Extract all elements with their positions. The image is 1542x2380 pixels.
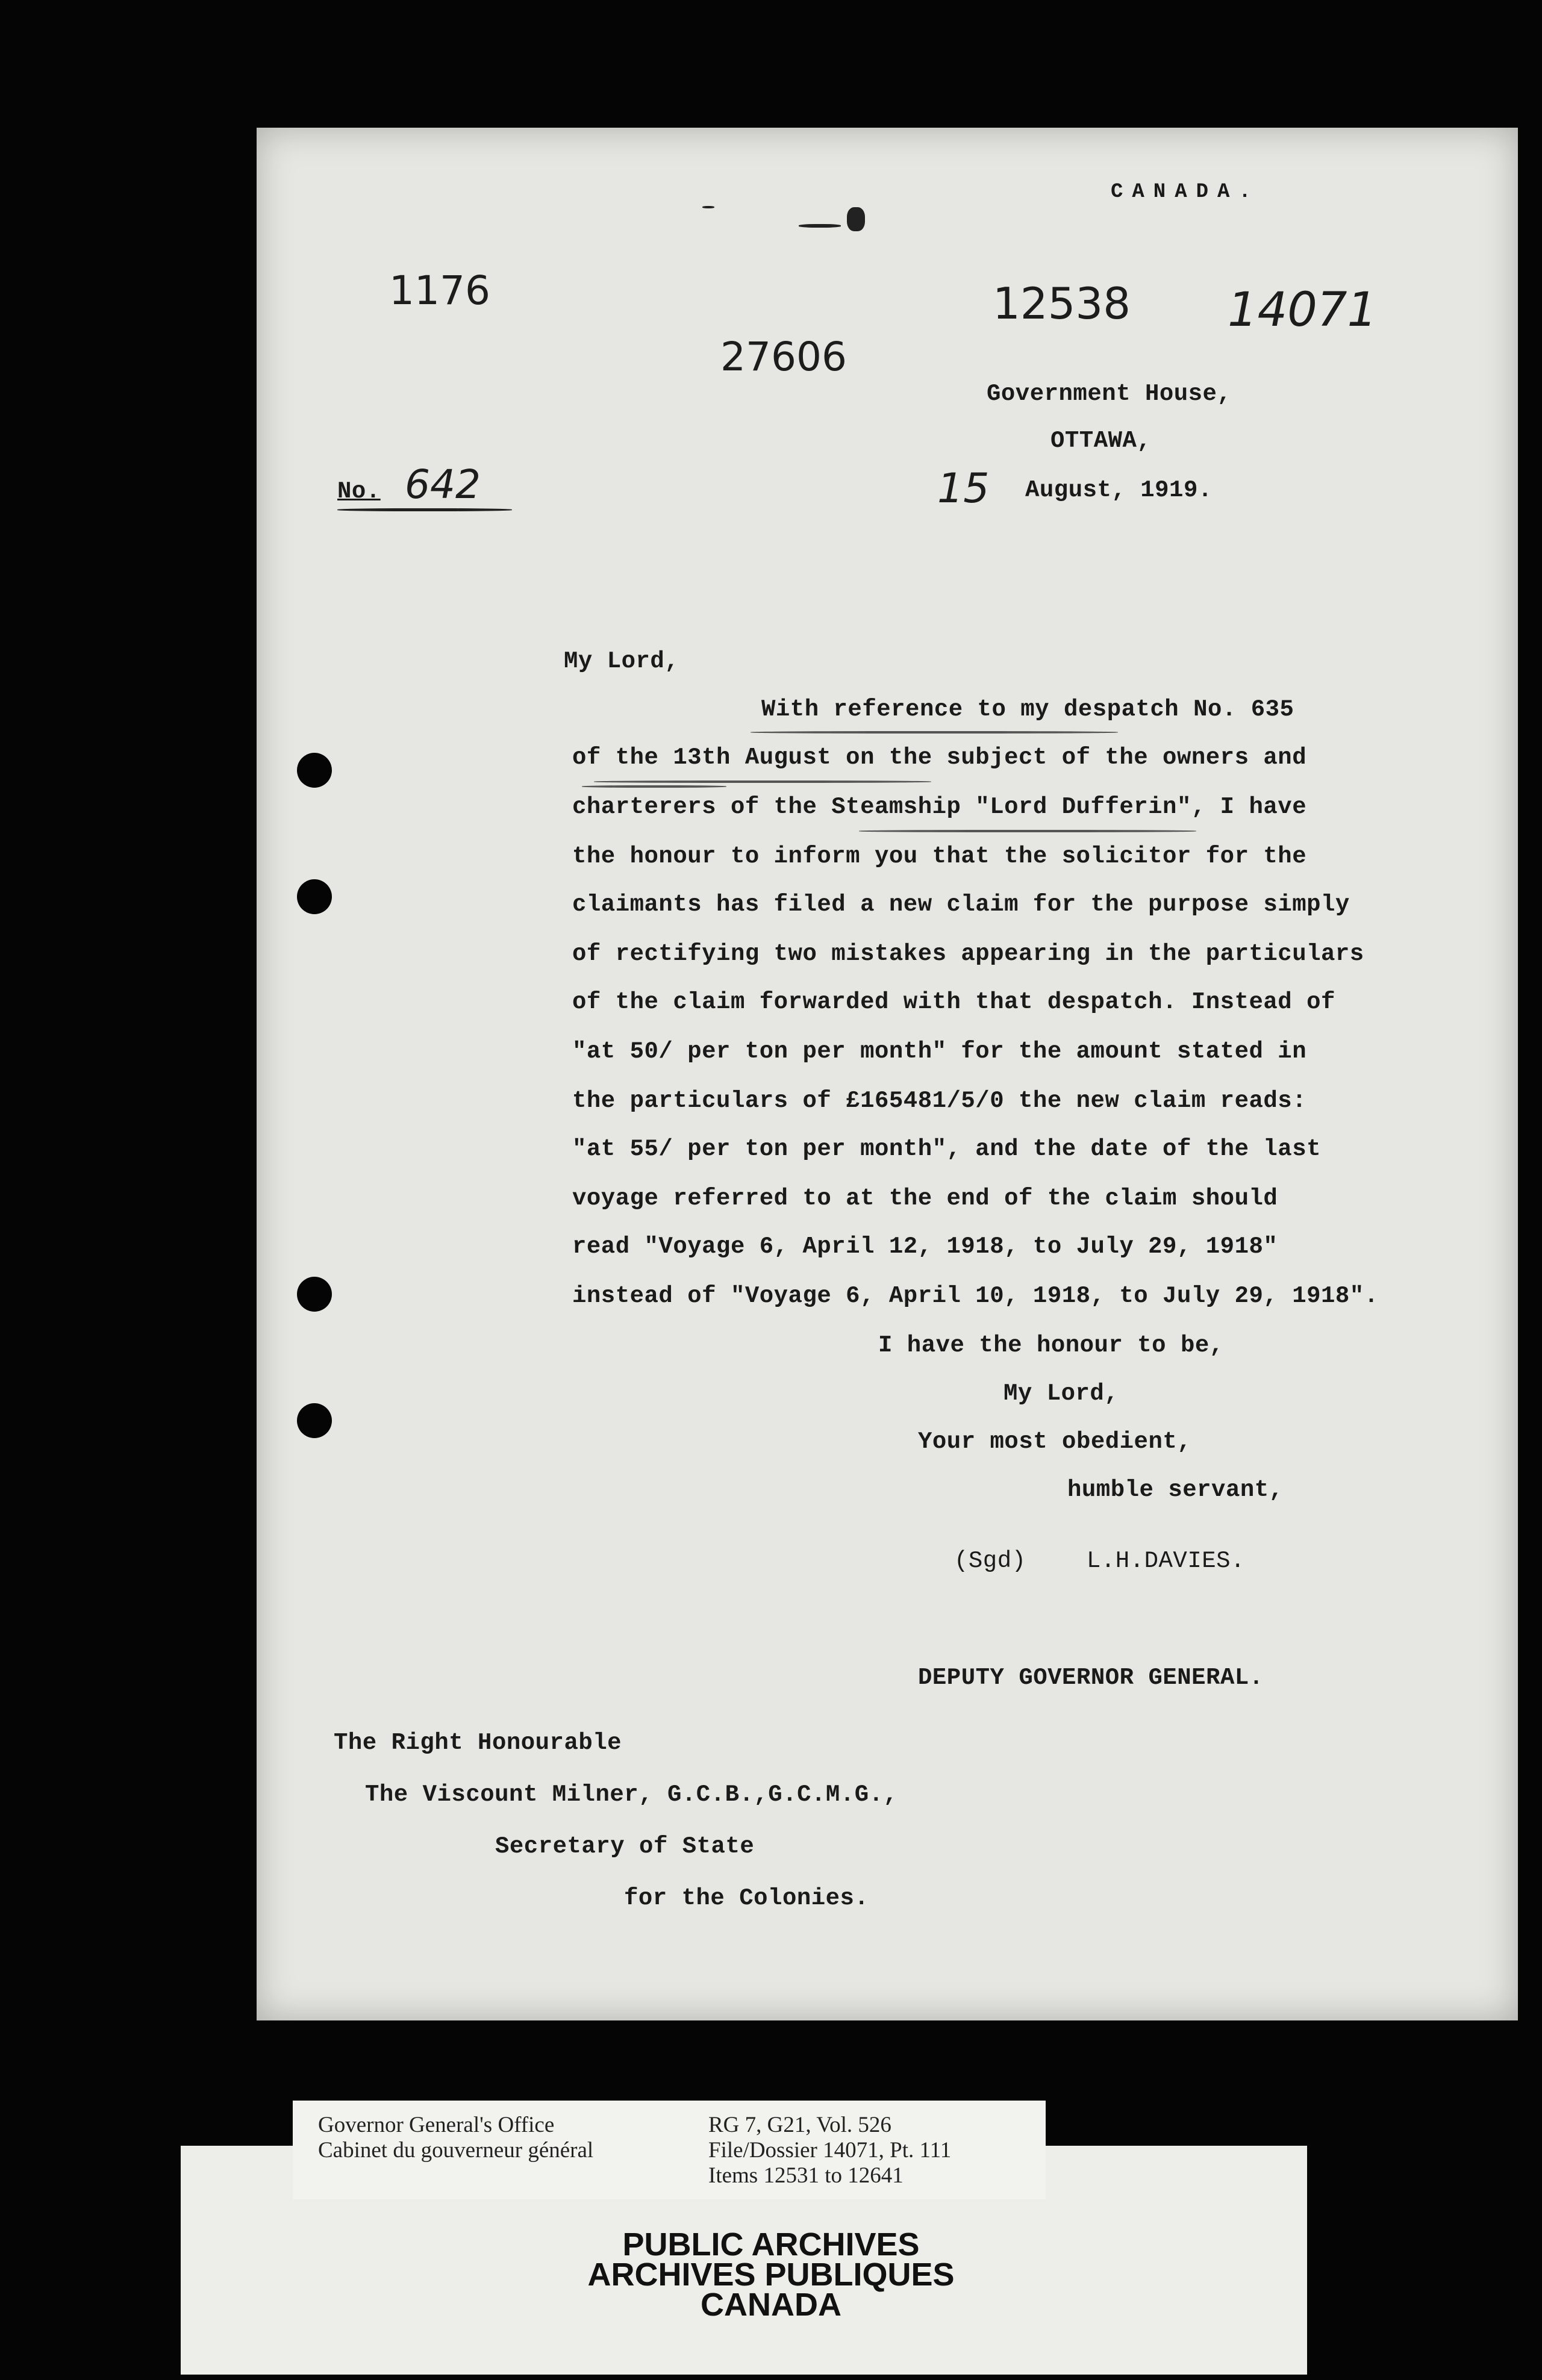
- letter-page: [257, 128, 1518, 2020]
- reference-line-2: File/Dossier 14071, Pt. 111: [708, 2138, 952, 2163]
- despatch-label: No.: [337, 478, 381, 505]
- despatch-number: 642: [405, 461, 481, 508]
- number-center: 12538: [993, 278, 1131, 329]
- closing-line: My Lord,: [1004, 1380, 1119, 1407]
- archive-card-line-1: PUBLIC ARCHIVES: [622, 2226, 920, 2263]
- closing-line: I have the honour to be,: [878, 1332, 1224, 1359]
- ink-mark: [702, 206, 714, 208]
- body-line: "at 50/ per ton per month" for the amount stated in: [572, 1038, 1307, 1065]
- addressee-line: for the Colonies.: [624, 1885, 869, 1911]
- body-line: "at 55/ per ton per month", and the date of the last: [572, 1136, 1321, 1162]
- country-heading: CANADA.: [1111, 181, 1260, 204]
- punch-hole: [297, 1403, 332, 1438]
- date-day-handwritten: 15: [937, 465, 990, 512]
- address-line-1: Government House,: [987, 381, 1232, 407]
- body-line: the particulars of £165481/5/0 the new claim reads:: [572, 1088, 1307, 1114]
- pencil-underline: [594, 780, 931, 783]
- signature-title: DEPUTY GOVERNOR GENERAL.: [918, 1665, 1264, 1691]
- number-stamp: 27606: [720, 334, 847, 380]
- reference-line-3: Items 12531 to 12641: [708, 2163, 904, 2188]
- body-line: of the 13th August on the subject of the owners and: [572, 744, 1307, 771]
- number-top-left: 1176: [389, 267, 490, 314]
- office-french: Cabinet du gouverneur général: [318, 2138, 594, 2163]
- addressee-line: The Viscount Milner, G.C.B.,G.C.M.G.,: [365, 1781, 898, 1808]
- ink-blot: [847, 207, 865, 231]
- addressee-line: The Right Honourable: [334, 1730, 622, 1756]
- body-line: of the claim forwarded with that despatch. Instead of: [572, 989, 1335, 1015]
- punch-hole: [297, 753, 332, 788]
- body-line: With reference to my despatch No. 635: [761, 696, 1294, 723]
- body-line: of rectifying two mistakes appearing in the particulars: [572, 941, 1364, 967]
- body-line: claimants has filed a new claim for the purpose simply: [572, 891, 1350, 918]
- addressee-line: Secretary of State: [495, 1833, 755, 1860]
- number-handwritten: 14071: [1228, 283, 1378, 337]
- body-line: the honour to inform you that the solicitor for the: [572, 843, 1307, 870]
- body-line: voyage referred to at the end of the claim should: [572, 1185, 1278, 1212]
- date-text: August, 1919.: [1025, 477, 1213, 503]
- reference-line-1: RG 7, G21, Vol. 526: [708, 2113, 891, 2137]
- punch-hole: [297, 879, 332, 914]
- archive-reference-tag: [293, 2101, 1046, 2199]
- ink-mark: [799, 224, 841, 228]
- punch-hole: [297, 1277, 332, 1312]
- address-line-2: OTTAWA,: [1050, 428, 1152, 454]
- archive-card-line-3: CANADA: [701, 2287, 841, 2323]
- body-line: instead of "Voyage 6, April 10, 1918, to July 29, 1918".: [572, 1283, 1379, 1309]
- closing-line: Your most obedient,: [918, 1428, 1192, 1455]
- signature-prefix: (Sgd): [954, 1548, 1026, 1574]
- pencil-underline: [751, 731, 1118, 734]
- salutation: My Lord,: [564, 648, 679, 674]
- archive-card-line-2: ARCHIVES PUBLIQUES: [587, 2257, 955, 2293]
- underline: [337, 508, 512, 511]
- closing-line: humble servant,: [1067, 1477, 1284, 1503]
- signature-name: L.H.DAVIES.: [1087, 1548, 1245, 1574]
- pencil-underline: [859, 830, 1196, 832]
- body-line: charterers of the Steamship "Lord Dufferin", I have: [572, 794, 1307, 820]
- pencil-underline: [582, 785, 726, 788]
- office-english: Governor General's Office: [318, 2113, 555, 2137]
- body-line: read "Voyage 6, April 12, 1918, to July 29, 1918": [572, 1233, 1278, 1260]
